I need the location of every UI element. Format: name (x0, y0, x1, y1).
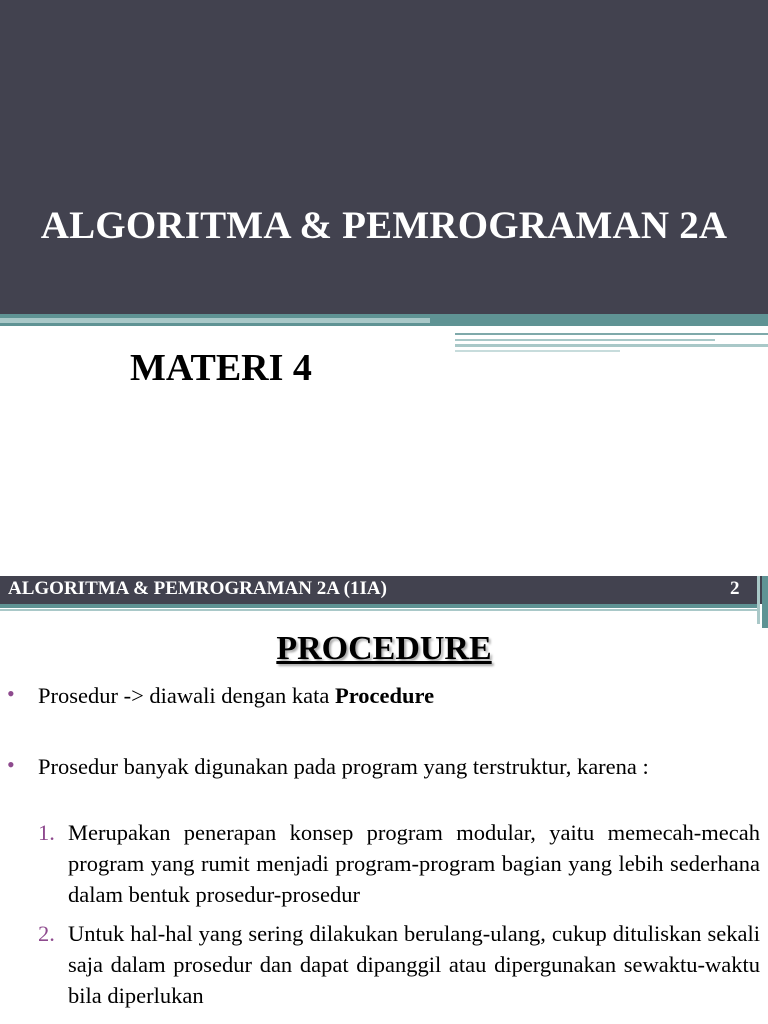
stripe-line (0, 604, 757, 608)
header-text: ALGORITMA & PEMROGRAMAN 2A (1IA) (8, 578, 387, 599)
stripe-line (455, 333, 768, 335)
bullet-text: Prosedur -> diawali dengan kata Procedure (38, 683, 435, 708)
light-stripe (0, 318, 430, 323)
slide-title: PROCEDURE (276, 630, 492, 667)
stripe-line (762, 576, 768, 628)
bullet-icon: • (7, 752, 15, 777)
title-band (0, 0, 768, 314)
stripe-line (455, 344, 768, 347)
stripe-line (455, 350, 620, 352)
slide-title: ALGORITMA & PEMROGRAMAN 2A (40, 204, 728, 247)
bullet-icon: • (7, 681, 15, 706)
content-slide (0, 576, 768, 1024)
slide-subtitle: MATERI 4 (130, 347, 312, 389)
stripe-line (757, 576, 760, 624)
page-number: 2 (730, 578, 740, 599)
list-number: 2. (38, 921, 55, 946)
bullet-text: Prosedur banyak digunakan pada program yang terstruktur, karena : (38, 754, 649, 779)
numbered-item-text: Merupakan penerapan konsep program modular, yaitu memecah-mecah program yang rumit menjadi program-program bagian yang lebih sederhana dalam bentuk prosedur-prosedur (68, 820, 760, 907)
list-number: 1. (38, 820, 55, 845)
stripe-line (0, 609, 757, 611)
numbered-item-text: Untuk hal-hal yang sering dilakukan berulang-ulang, cukup dituliskan sekali saja dalam prosedur dan dapat dipanggil atau dipergunakan sewaktu-waktu bila diperlukan (68, 921, 760, 1008)
stripe-line (455, 339, 715, 341)
